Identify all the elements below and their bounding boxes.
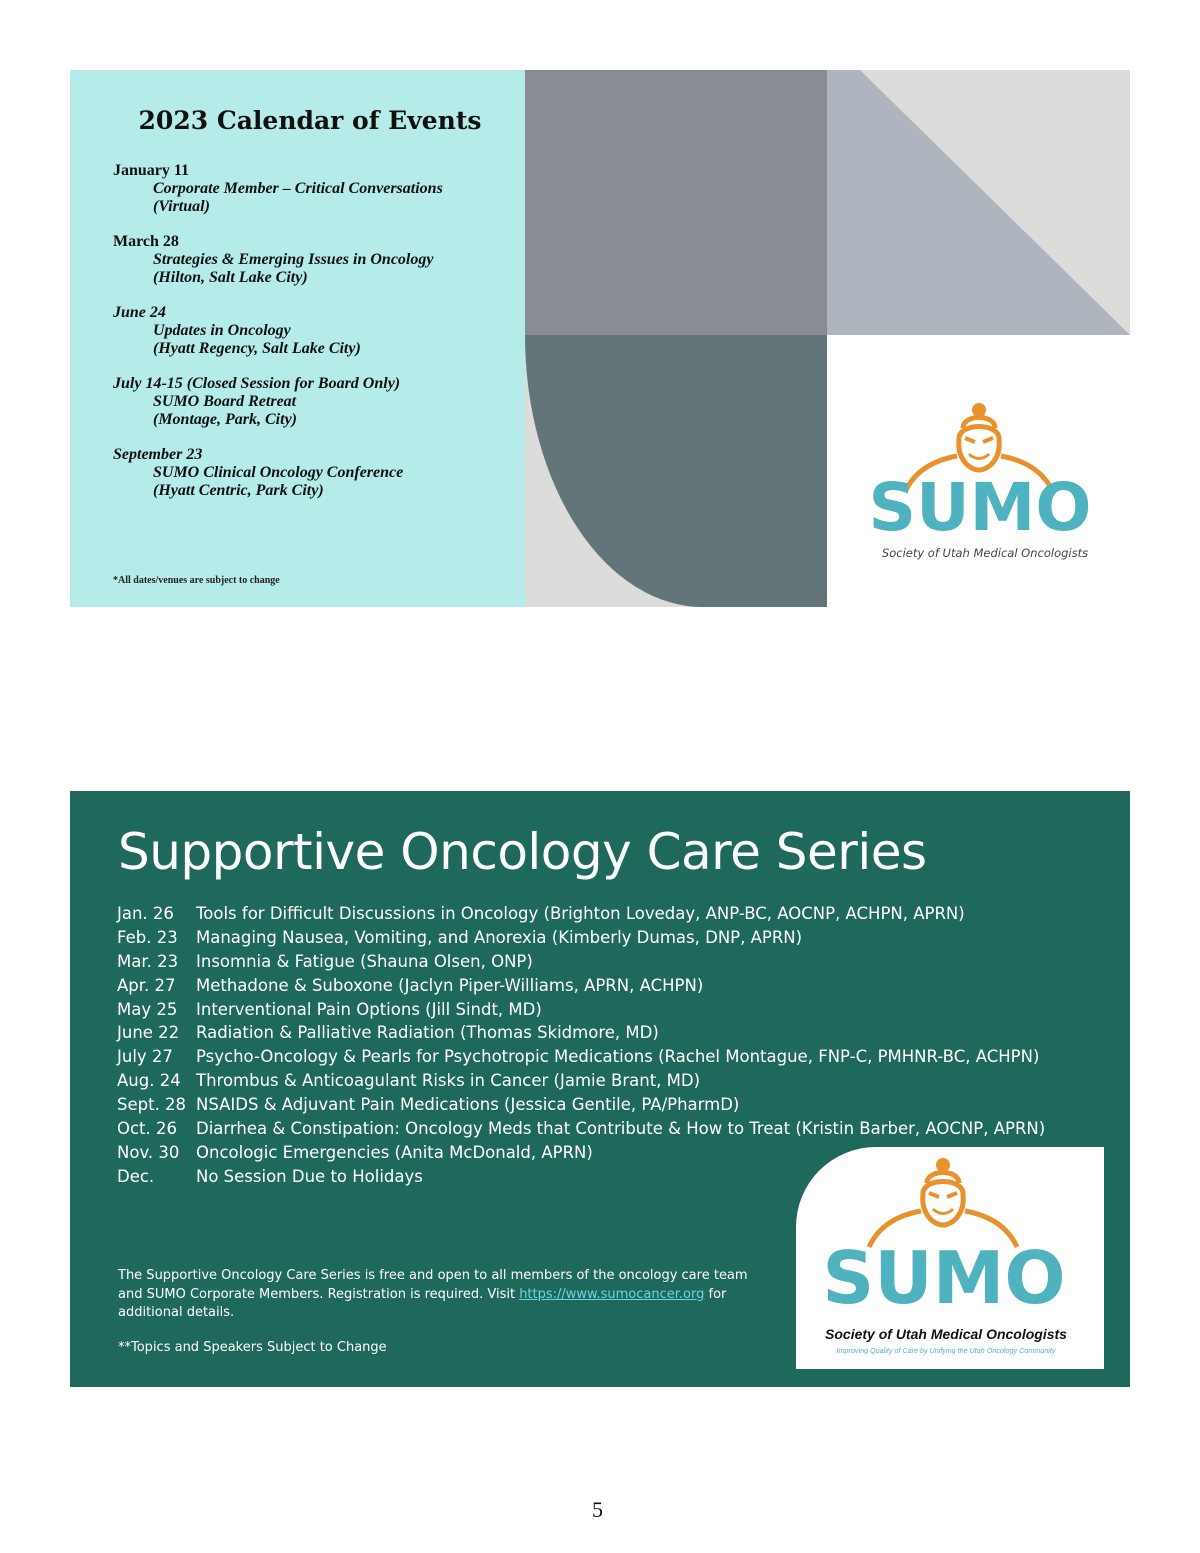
session-date: Apr. 27 (117, 975, 176, 995)
event-title: Strategies & Emerging Issues in Oncology (153, 251, 434, 268)
session-date: Mar. 23 (117, 951, 179, 971)
event-date: March 28 (113, 233, 179, 250)
calendar-title: 2023 Calendar of Events (138, 106, 482, 135)
session-topic: Interventional Pain Options (Jill Sindt, MD) (196, 999, 542, 1019)
calendar-event (113, 304, 513, 358)
session-date: May 25 (117, 999, 178, 1019)
sumo-tagline: Improving Quality of Care by Unifying the Utah Oncology Community (836, 1346, 1056, 1355)
series-info (118, 1267, 758, 1323)
registration-link[interactable]: https://www.sumocancer.org (519, 1286, 705, 1302)
calendar-event (113, 375, 513, 429)
calendar-disclaimer: *All dates/venues are subject to change (113, 575, 280, 586)
session-row (117, 950, 1107, 974)
session-topic: Methadone & Suboxone (Jaclyn Piper-Williams, APRN, ACHPN) (196, 975, 704, 995)
session-row (117, 1069, 1107, 1093)
sumo-logo (865, 400, 1105, 570)
calendar-event (113, 446, 513, 500)
session-date: June 22 (117, 1023, 180, 1043)
series-disclaimer: **Topics and Speakers Subject to Change (118, 1340, 387, 1355)
event-title: SUMO Clinical Oncology Conference (153, 464, 404, 481)
session-row (117, 1093, 1107, 1117)
session-row (117, 974, 1107, 998)
session-row (117, 926, 1107, 950)
event-title: Updates in Oncology (153, 322, 291, 339)
session-date: Oct. 26 (117, 1119, 178, 1139)
event-venue: (Hyatt Centric, Park City) (153, 482, 324, 499)
series-info-line: The Supportive Oncology Care Series is free and open to all members of the oncology care team (118, 1268, 748, 1283)
session-date: July 27 (117, 1047, 173, 1067)
event-date: January 11 (113, 162, 190, 179)
event-venue: (Virtual) (153, 198, 210, 215)
series-info-text: for (708, 1286, 727, 1302)
event-venue: (Hilton, Salt Lake City) (153, 269, 308, 286)
calendar-event (113, 233, 513, 287)
session-topic: Tools for Difficult Discussions in Oncology (Brighton Loveday, ANP-BC, AOCNP, ACHPN, APRN) (196, 904, 965, 923)
series-info-line: additional details. (118, 1305, 235, 1320)
session-row (117, 998, 1107, 1022)
sumo-wordmark: SUMO (822, 1236, 1066, 1320)
session-topic: NSAIDS & Adjuvant Pain Medications (Jessica Gentile, PA/PharmD) (196, 1095, 740, 1115)
session-topic: Psycho-Oncology & Pearls for Psychotropic Medications (Rachel Montague, FNP-C, PMHNR-BC, ACHPN) (196, 1047, 1040, 1067)
session-topic: Managing Nausea, Vomiting, and Anorexia (Kimberly Dumas, DNP, APRN) (196, 927, 803, 947)
event-title: Corporate Member – Critical Conversations (153, 180, 443, 197)
session-date: Dec. (117, 1166, 155, 1186)
session-date: Feb. 23 (117, 927, 178, 947)
session-row (117, 1117, 1107, 1141)
session-row (117, 1021, 1107, 1045)
event-date: June 24 (113, 304, 166, 321)
session-row (117, 1045, 1107, 1069)
series-info-text: and SUMO Corporate Members. Registration is required. Visit (118, 1286, 516, 1302)
session-row (117, 902, 1107, 926)
session-date: Nov. 30 (117, 1142, 180, 1162)
calendar-event-list (113, 162, 513, 517)
calendar-slide (70, 70, 1130, 607)
event-title: SUMO Board Retreat (153, 393, 297, 410)
calendar-event (113, 162, 513, 216)
session-topic: Diarrhea & Constipation: Oncology Meds that Contribute & How to Treat (Kristin Barber, AOCNP, APRN) (196, 1119, 1046, 1139)
session-topic: Radiation & Palliative Radiation (Thomas Skidmore, MD) (196, 1023, 659, 1043)
sumo-subtitle: Society of Utah Medical Oncologists (825, 1326, 1067, 1342)
session-topic: Insomnia & Fatigue (Shauna Olsen, ONP) (196, 951, 533, 971)
session-topic: Thrombus & Anticoagulant Risks in Cancer (Jamie Brant, MD) (196, 1071, 701, 1091)
page-number: 5 (592, 1497, 603, 1522)
session-topic: No Session Due to Holidays (196, 1166, 423, 1186)
session-topic: Oncologic Emergencies (Anita McDonald, APRN) (196, 1142, 593, 1162)
session-list (117, 902, 1107, 1189)
series-info-line (118, 1286, 758, 1305)
sumo-wordmark: SUMO (868, 469, 1092, 546)
sumo-logo-card (796, 1147, 1104, 1369)
session-date: Sept. 28 (117, 1095, 187, 1115)
event-venue: (Hyatt Regency, Salt Lake City) (153, 340, 361, 357)
sumo-subtitle: Society of Utah Medical Oncologists (881, 546, 1089, 560)
event-date: July 14-15 (Closed Session for Board Only) (113, 375, 401, 392)
event-date: September 23 (113, 446, 203, 463)
calendar-panel (70, 70, 525, 607)
event-venue: (Montage, Park, City) (153, 411, 297, 428)
supportive-care-slide (70, 791, 1130, 1387)
session-date: Aug. 24 (117, 1071, 181, 1091)
series-title: Supportive Oncology Care Series (118, 823, 927, 881)
session-date: Jan. 26 (117, 904, 174, 923)
